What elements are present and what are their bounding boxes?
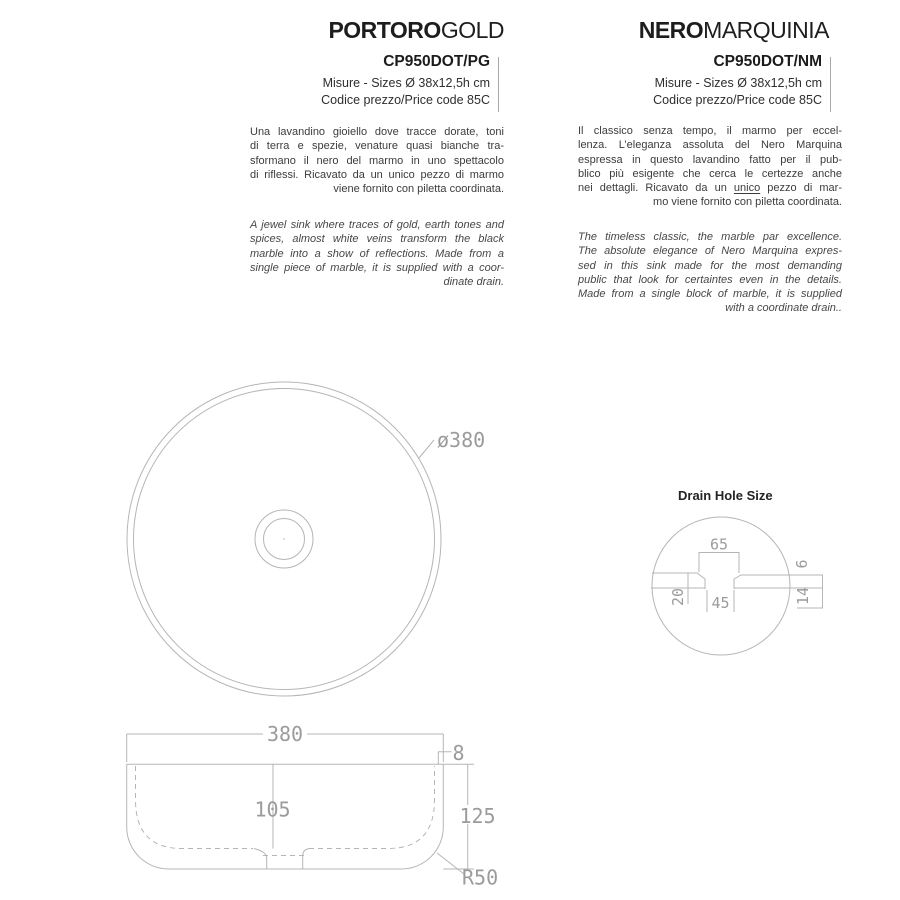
product-title-bold: PORTORO [328,17,441,43]
diameter-leader-line [419,440,434,458]
sink-top-view-drawing [127,382,485,696]
diameter-label: ø380 [437,428,486,452]
dim-right-upper: 6 [793,559,811,569]
product-price-line: Codice prezzo/Price code 85C [321,92,490,107]
product-code: CP950DOT/NM [713,53,822,70]
product-title-light: GOLD [440,17,504,43]
dim-left-depth: 20 [669,587,687,607]
sink-side-section-drawing [127,722,498,890]
dim-bottom-width: 45 [711,594,730,612]
description-italian-right: Il classico senza tempo, il marmo per eccel- lenza. L’eleganza assoluta del Nero Marquina espressa in questo lavandino fatto per il pub- blico più esigente che cerca le certezze anche nei dettagli. Ricavato da un unico pezzo di mar- mo viene fornito con piletta coordinata. [578,125,842,209]
dim-radius: R50 [462,865,499,890]
dim-rim: 8 [452,741,465,765]
product-size-line: Misure - Sizes Ø 38x12,5h cm [322,76,490,90]
description-italian-left: Una lavandino gioiello dove tracce dorate, toni di terra e spezie, venature quasi bianche tra- sformano il nero del marmo in uno spettacolo di riflessi. Ricavato da un unico pezzo di marmo viene fornito con piletta coordinata. [250,126,504,196]
product-title-light: MARQUINIA [703,17,829,43]
dim-height: 125 [459,804,496,828]
center-mark [283,538,285,540]
drain-hole-detail-drawing [651,488,823,655]
drain-funnel-lines [254,849,309,870]
description-english-left: A jewel sink where traces of gold, earth tones and spices, almost white veins transform the black marble into a show of reflections. Made from a single piece of marble, it is supplied with a coor- dinate drain. [250,219,504,289]
dim-width: 380 [266,722,304,746]
rim-dimension-lines [438,752,451,764]
product-title-bold: NERO [638,17,704,43]
product-price-line: Codice prezzo/Price code 85C [653,92,822,107]
radius-leader-line [437,853,464,874]
dim-top-width: 65 [709,535,729,554]
drain-detail-title: Drain Hole Size [678,488,773,503]
product-code: CP950DOT/PG [383,53,490,70]
product-size-line: Misure - Sizes Ø 38x12,5h cm [654,76,822,90]
dim-inner-depth: 105 [254,797,291,822]
dim-right-lower: 14 [794,586,812,606]
description-english-right: The timeless classic, the marble par excellence. The absolute elegance of Nero Marquina expres- sed in this sink made for the most demanding public that look for certaintes even in the details. Made from a single block of marble, it is supplied with a coordinate drain.. [578,231,842,315]
